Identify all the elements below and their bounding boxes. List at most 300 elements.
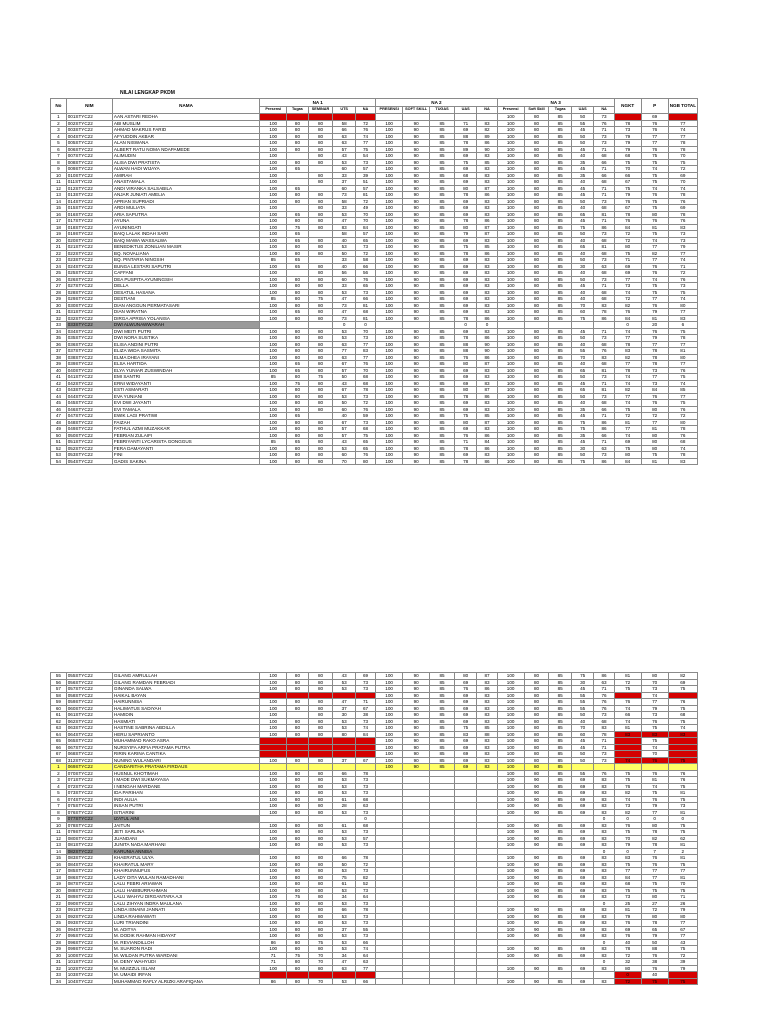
cell-nim: 090STYC22 <box>66 900 112 907</box>
cell-name: DWI ALWUNAWWARAH <box>112 322 259 329</box>
cell-name: BQ. NOVALIANA <box>112 250 259 257</box>
cell-nim: 016STYC22 <box>66 211 112 218</box>
cell-ngkt: 76 <box>614 699 641 706</box>
cell-na3-tugas: 85 <box>549 777 572 784</box>
cell-na3-uas: 50 <box>571 276 594 283</box>
cell-na1-na: 72 <box>355 400 375 407</box>
cell-na2-na: 83 <box>477 699 497 706</box>
cell-na2-presensi: 100 <box>376 699 403 706</box>
cell-na1-tugas: 75 <box>287 380 308 387</box>
cell-na2-na: 83 <box>477 172 497 179</box>
cell-na1-presensi: 100 <box>260 172 287 179</box>
cell-no: 39 <box>51 361 67 368</box>
cell-na1-seminar: 80 <box>308 770 333 777</box>
cell-na2-tugas: 85 <box>430 764 455 771</box>
cell-ngb-total: 75 <box>668 289 697 296</box>
cell-name: ALWAN HADI WIJAYA <box>112 166 259 173</box>
cell-na1-seminar: 80 <box>308 900 333 907</box>
cell-na2-tugas: 85 <box>430 419 455 426</box>
cell-no: 4 <box>51 133 67 140</box>
cell-na1-na: 64 <box>355 952 375 959</box>
cell-na1-uts: 73 <box>333 302 356 309</box>
cell-na1-tugas: 80 <box>287 933 308 940</box>
cell-na2-tugas: 85 <box>430 302 455 309</box>
cell-na1-uts: 66 <box>333 770 356 777</box>
cell-na3-tugas: 85 <box>549 809 572 816</box>
cell-na2-tugas: 85 <box>430 718 455 725</box>
cell-na3-tugas: 85 <box>549 205 572 212</box>
cell-name: EVA YUNIANI <box>112 393 259 400</box>
cell-na2-na: 83 <box>477 406 497 413</box>
cell-na3-presensi: 100 <box>497 699 524 706</box>
cell-na2-na: 83 <box>477 237 497 244</box>
cell-na1-na: 73 <box>355 887 375 894</box>
cell-na3-presensi: 100 <box>497 770 524 777</box>
cell-na2-tugas: 85 <box>430 387 455 394</box>
cell-p: 75 <box>641 452 668 459</box>
cell-name: M. UMAIDI IRFAN <box>112 972 259 979</box>
cell-no: 1 <box>51 764 67 771</box>
cell-name: I MADE DWI SUKMAYASA <box>112 777 259 784</box>
cell-no: 18 <box>51 874 67 881</box>
cell-na3-uas: 40 <box>571 361 594 368</box>
cell-ngkt: 76 <box>614 309 641 316</box>
cell-na3-uas: 45 <box>571 146 594 153</box>
cell-na1-presensi: 71 <box>260 959 287 966</box>
cell-na1-seminar: 80 <box>308 354 333 361</box>
cell-name: M. MUIZZUL ISLAM <box>112 965 259 972</box>
cell-p: 77 <box>641 140 668 147</box>
cell-p: 76 <box>641 120 668 127</box>
cell-na2-soft-skill: 90 <box>403 439 430 446</box>
cell-na3-na: 68 <box>594 270 614 277</box>
cell-na1-seminar: 80 <box>308 120 333 127</box>
cell-na3-tugas: 85 <box>549 185 572 192</box>
cell-no: 60 <box>51 705 67 712</box>
cell-na3-tugas: 85 <box>549 946 572 953</box>
cell-na1-seminar: 80 <box>308 913 333 920</box>
cell-na3-soft-skill: 80 <box>524 237 549 244</box>
cell-na3-tugas: 85 <box>549 250 572 257</box>
cell-na2-uas: 69 <box>454 705 477 712</box>
cell-na2-presensi: 100 <box>376 341 403 348</box>
cell-na1-tugas: 80 <box>287 400 308 407</box>
cell-p: 74 <box>641 276 668 283</box>
cell-na3-tugas: 85 <box>549 764 572 771</box>
cell-na1-uts: 60 <box>333 276 356 283</box>
cell-na3-tugas: 85 <box>549 770 572 777</box>
cell-na3-uas: 50 <box>571 140 594 147</box>
cell-na1-presensi: 100 <box>260 335 287 342</box>
cell-na3-soft-skill: 80 <box>524 133 549 140</box>
cell-na1-presensi: 100 <box>260 283 287 290</box>
cell-ngkt: 79 <box>614 842 641 849</box>
cell-ngkt: 66 <box>614 172 641 179</box>
cell-na1-na: 58 <box>355 257 375 264</box>
cell-ngb-total: 73 <box>668 803 697 810</box>
cell-na2-tugas: 85 <box>430 270 455 277</box>
cell-na3-na: 73 <box>594 393 614 400</box>
cell-ngb-total: 75 <box>668 159 697 166</box>
cell-na2-soft-skill: 90 <box>403 257 430 264</box>
cell-na1-seminar: 80 <box>308 907 333 914</box>
cell-ngb-total: 71 <box>668 263 697 270</box>
cell-name: M. DENY WAHYUDI <box>112 959 259 966</box>
cell-na2-presensi: 100 <box>376 289 403 296</box>
cell-na3-tugas: 85 <box>549 426 572 433</box>
cell-p: 75 <box>641 738 668 745</box>
cell-no: 19 <box>51 231 67 238</box>
cell-na3-na: 83 <box>594 887 614 894</box>
cell-na1-uts: 53 <box>333 783 356 790</box>
cell-na1-tugas: 80 <box>287 296 308 303</box>
cell-na3-uas: 69 <box>571 920 594 927</box>
cell-na2-uas: 80 <box>454 224 477 231</box>
cell-na1-tugas: 65 <box>287 231 308 238</box>
cell-ngkt: 75 <box>614 445 641 452</box>
cell-na1-tugas: 80 <box>287 757 308 764</box>
cell-na3-uas: 55 <box>571 705 594 712</box>
cell-p: 74 <box>641 783 668 790</box>
cell-na3-uas: 65 <box>571 244 594 251</box>
cell-na3-soft-skill: 80 <box>524 276 549 283</box>
cell-na1-seminar: 80 <box>308 289 333 296</box>
cell-na3-presensi: 100 <box>497 192 524 199</box>
cell-p: 78 <box>641 829 668 836</box>
cell-na3-tugas: 85 <box>549 920 572 927</box>
cell-na1-uts: 40 <box>333 263 356 270</box>
cell-na1-na: 65 <box>355 439 375 446</box>
cell-na3-presensi: 100 <box>497 348 524 355</box>
cell-na1-na: 73 <box>355 783 375 790</box>
cell-na1-na: 71 <box>355 699 375 706</box>
cell-p: 77 <box>641 809 668 816</box>
cell-na3-uas: 40 <box>571 718 594 725</box>
cell-na1-presensi: 100 <box>260 361 287 368</box>
cell-na1-na: 73 <box>355 686 375 693</box>
cell-na2-tugas: 85 <box>430 224 455 231</box>
cell-p: 81 <box>641 458 668 465</box>
cell-na1-uts: 58 <box>333 120 356 127</box>
cell-na3-na: 83 <box>594 952 614 959</box>
cell-name: KHAIRUNNUFUS <box>112 868 259 875</box>
cell-na3-na: 76 <box>594 120 614 127</box>
cell-na3-uas: 50 <box>571 757 594 764</box>
cell-na2-presensi: 100 <box>376 237 403 244</box>
cell-na1-tugas: 80 <box>287 965 308 972</box>
cell-p: 80 <box>641 432 668 439</box>
cell-ngkt: 75 <box>614 829 641 836</box>
cell-no: 59 <box>51 699 67 706</box>
cell-na1-uts: 50 <box>333 861 356 868</box>
cell-na3-soft-skill: 90 <box>524 978 549 985</box>
cell-na2-uas: 75 <box>454 413 477 420</box>
cell-na2-soft-skill: 90 <box>403 179 430 186</box>
cell-na3-na: 71 <box>594 413 614 420</box>
cell-p: 75 <box>641 198 668 205</box>
cell-na1-seminar: 80 <box>308 179 333 186</box>
cell-na2-tugas: 85 <box>430 146 455 153</box>
cell-na2-presensi: 100 <box>376 159 403 166</box>
cell-na3-soft-skill: 90 <box>524 783 549 790</box>
cell-na2-soft-skill: 90 <box>403 159 430 166</box>
cell-na3-tugas: 85 <box>549 868 572 875</box>
cell-na1-presensi: 85 <box>260 257 287 264</box>
cell-na1-presensi: 100 <box>260 393 287 400</box>
cell-ngkt: 74 <box>614 380 641 387</box>
cell-no: 58 <box>51 692 67 699</box>
cell-na1-presensi: 100 <box>260 770 287 777</box>
cell-ngb-total: 78 <box>668 192 697 199</box>
cell-p: 77 <box>641 341 668 348</box>
cell-na3-soft-skill: 80 <box>524 185 549 192</box>
cell-na1-uts: 63 <box>333 965 356 972</box>
cell-na3-uas: 40 <box>571 400 594 407</box>
cell-name: BAIQ LALAK INDAH SARI <box>112 231 259 238</box>
cell-nim: 023STYC22 <box>66 257 112 264</box>
cell-ngkt: 25 <box>614 900 641 907</box>
cell-na1-presensi: 100 <box>260 673 287 680</box>
cell-na3-soft-skill: 80 <box>524 361 549 368</box>
cell-na1-uts: 53 <box>333 913 356 920</box>
cell-na2-uas: 78 <box>454 393 477 400</box>
cell-na1-tugas: 65 <box>287 185 308 192</box>
cell-nim: 096STYC22 <box>66 939 112 946</box>
cell-na3-soft-skill: 80 <box>524 367 549 374</box>
cell-ngb-total: 81 <box>668 348 697 355</box>
cell-na1-presensi: 100 <box>260 458 287 465</box>
cell-na2-na: 86 <box>477 458 497 465</box>
cell-na2-uas: 69 <box>454 211 477 218</box>
cell-na2-soft-skill: 90 <box>403 309 430 316</box>
cell-ngkt: 74 <box>614 432 641 439</box>
cell-na1-uts: 67 <box>333 419 356 426</box>
cell-ngb-total: 83 <box>668 315 697 322</box>
cell-na3-uas: 50 <box>571 712 594 719</box>
cell-na1-tugas: 80 <box>287 809 308 816</box>
cell-ngkt: 74 <box>614 289 641 296</box>
cell-na3-presensi: 100 <box>497 406 524 413</box>
cell-na2-tugas: 85 <box>430 289 455 296</box>
cell-na3-soft-skill: 80 <box>524 263 549 270</box>
cell-na1-tugas: 80 <box>287 679 308 686</box>
cell-na1-tugas: 80 <box>287 458 308 465</box>
cell-no: 52 <box>51 445 67 452</box>
cell-na2-na: 83 <box>477 205 497 212</box>
cell-na2-uas: 80 <box>454 185 477 192</box>
cell-name: ABI MUSLIM <box>112 120 259 127</box>
cell-name: EMI SANTRI <box>112 374 259 381</box>
cell-na1-uts: 47 <box>333 959 356 966</box>
cell-na1-uts: 33 <box>333 283 356 290</box>
cell-na2-uas: 69 <box>454 718 477 725</box>
cell-na2-tugas: 85 <box>430 731 455 738</box>
cell-na3-soft-skill: 80 <box>524 328 549 335</box>
cell-na3-soft-skill: 80 <box>524 315 549 322</box>
cell-ngb-total: 68 <box>668 712 697 719</box>
cell-na1-uts: 37 <box>333 926 356 933</box>
cell-na2-na: 86 <box>477 250 497 257</box>
cell-na3-presensi: 100 <box>497 835 524 842</box>
cell-name: DWI NORA SUSTIKA <box>112 335 259 342</box>
cell-na1-uts: 43 <box>333 380 356 387</box>
cell-na1-presensi: 100 <box>260 920 287 927</box>
cell-na3-soft-skill: 90 <box>524 965 549 972</box>
cell-ngb-total: 75 <box>668 829 697 836</box>
cell-ngb-total: 69 <box>668 172 697 179</box>
cell-na1-tugas: 80 <box>287 452 308 459</box>
cell-p: 77 <box>641 257 668 264</box>
cell-nim: 069STYC22 <box>66 764 112 771</box>
cell-na1-seminar: 70 <box>308 952 333 959</box>
cell-ngkt: 72 <box>614 296 641 303</box>
cell-ngkt: 76 <box>614 933 641 940</box>
cell-na3-presensi: 100 <box>497 790 524 797</box>
cell-name: HASTINE SABRINA ABDILLA <box>112 725 259 732</box>
cell-na1-seminar: 80 <box>308 881 333 888</box>
cell-na1-seminar: 80 <box>308 192 333 199</box>
cell-na2-na: 83 <box>477 302 497 309</box>
cell-na3-uas: 50 <box>571 133 594 140</box>
cell-ngkt: 75 <box>614 185 641 192</box>
cell-na2-tugas: 85 <box>430 172 455 179</box>
cell-nim: 062STYC22 <box>66 718 112 725</box>
cell-na2-soft-skill: 90 <box>403 146 430 153</box>
cell-na3-presensi: 100 <box>497 302 524 309</box>
cell-p: 76 <box>641 263 668 270</box>
cell-na3-soft-skill: 80 <box>524 224 549 231</box>
cell-ngb-total: 75 <box>668 328 697 335</box>
cell-na1-uts: 53 <box>333 842 356 849</box>
cell-ngb-total: 62 <box>668 835 697 842</box>
cell-na3-tugas: 85 <box>549 296 572 303</box>
cell-na2-presensi <box>376 978 403 985</box>
cell-na3-presensi: 100 <box>497 146 524 153</box>
cell-na2-uas: 69 <box>454 699 477 706</box>
cell-nim: 083STYC22 <box>66 855 112 862</box>
cell-na1-na: 74 <box>355 133 375 140</box>
cell-na3-tugas: 85 <box>549 699 572 706</box>
cell-na3-uas: 45 <box>571 413 594 420</box>
cell-na1-tugas: 80 <box>287 959 308 966</box>
cell-na3-soft-skill: 90 <box>524 913 549 920</box>
cell-na3-soft-skill: 80 <box>524 211 549 218</box>
cell-ngkt: 74 <box>614 718 641 725</box>
cell-nim: 002STYC22 <box>66 120 112 127</box>
cell-no: 68 <box>51 757 67 764</box>
cell-na2-soft-skill: 90 <box>403 335 430 342</box>
cell-na1-uts: 34 <box>333 894 356 901</box>
cell-p: 75 <box>641 179 668 186</box>
cell-na1-presensi: 100 <box>260 263 287 270</box>
cell-na2-soft-skill: 90 <box>403 413 430 420</box>
cell-na3-uas: 45 <box>571 744 594 751</box>
cell-ngb-total: 26 <box>668 900 697 907</box>
cell-na3-presensi: 100 <box>497 237 524 244</box>
cell-na3-uas: 69 <box>571 978 594 985</box>
cell-na1-presensi: 100 <box>260 900 287 907</box>
cell-na3-presensi: 100 <box>497 439 524 446</box>
cell-na1-seminar: 80 <box>308 757 333 764</box>
cell-na3-na: 71 <box>594 744 614 751</box>
cell-na3-tugas: 85 <box>549 881 572 888</box>
cell-na3-uas: 69 <box>571 855 594 862</box>
cell-na3-na: 81 <box>594 387 614 394</box>
cell-name: HAIKAL BAYAN <box>112 692 259 699</box>
cell-nim: 078STYC22 <box>66 822 112 829</box>
cell-ngb-total: 70 <box>668 179 697 186</box>
cell-na2-tugas: 85 <box>430 348 455 355</box>
cell-na1-tugas: 80 <box>287 315 308 322</box>
cell-na2-na: 83 <box>477 166 497 173</box>
cell-ngkt: 82 <box>614 387 641 394</box>
cell-na3-na: 68 <box>594 341 614 348</box>
cell-p: 81 <box>641 777 668 784</box>
cell-na3-uas: 75 <box>571 673 594 680</box>
cell-ngb-total: 83 <box>668 224 697 231</box>
cell-na2-na: 83 <box>477 679 497 686</box>
cell-nim: 028STYC22 <box>66 289 112 296</box>
cell-p: 77 <box>641 419 668 426</box>
cell-na1-uts: 53 <box>333 718 356 725</box>
cell-ngkt: 79 <box>614 146 641 153</box>
cell-nim: 038STYC22 <box>66 354 112 361</box>
cell-na3-na: 83 <box>594 874 614 881</box>
cell-na3-soft-skill: 80 <box>524 198 549 205</box>
cell-ngkt: 77 <box>614 868 641 875</box>
cell-name: FATHUL AZMI MUZAKKAR <box>112 426 259 433</box>
cell-na1-presensi: 100 <box>260 309 287 316</box>
cell-ngb-total: 83 <box>668 458 697 465</box>
cell-na1-seminar: 70 <box>308 978 333 985</box>
cell-na2-na: 87 <box>477 224 497 231</box>
cell-na1-seminar: 80 <box>308 270 333 277</box>
cell-na3-na: 81 <box>594 211 614 218</box>
cell-na1-uts: 47 <box>333 218 356 225</box>
cell-na1-na: 70 <box>355 218 375 225</box>
cell-p: 84 <box>641 387 668 394</box>
cell-ngb-total: 74 <box>668 725 697 732</box>
cell-na2-uas: 75 <box>454 244 477 251</box>
cell-na3-tugas: 85 <box>549 965 572 972</box>
header-ngb-total: NGB TOTAL <box>668 99 697 114</box>
cell-na2-tugas: 85 <box>430 335 455 342</box>
cell-na3-soft-skill: 80 <box>524 302 549 309</box>
cell-na2-na: 86 <box>477 315 497 322</box>
cell-na2-uas: 79 <box>454 231 477 238</box>
cell-no: 11 <box>51 829 67 836</box>
cell-na1-presensi: 100 <box>260 790 287 797</box>
cell-p: 88 <box>641 946 668 953</box>
cell-na3-presensi: 100 <box>497 445 524 452</box>
cell-na2-uas: 76 <box>454 432 477 439</box>
cell-na2-soft-skill: 90 <box>403 328 430 335</box>
cell-na1-na: 0 <box>355 322 375 329</box>
cell-na3-na: 83 <box>594 855 614 862</box>
cell-name: ANJAR JUNIATI AMELIA <box>112 192 259 199</box>
cell-na1-seminar: 80 <box>308 127 333 134</box>
cell-na3-presensi: 100 <box>497 354 524 361</box>
cell-na1-seminar: 80 <box>308 731 333 738</box>
cell-na3-presensi: 100 <box>497 276 524 283</box>
cell-na1-presensi: 100 <box>260 270 287 277</box>
cell-na2-tugas: 85 <box>430 354 455 361</box>
header-na3: NA 3 <box>497 99 614 107</box>
cell-na3-presensi: 100 <box>497 796 524 803</box>
cell-na1-presensi: 100 <box>260 757 287 764</box>
cell-no: 62 <box>51 718 67 725</box>
cell-nim: 074STYC22 <box>66 796 112 803</box>
